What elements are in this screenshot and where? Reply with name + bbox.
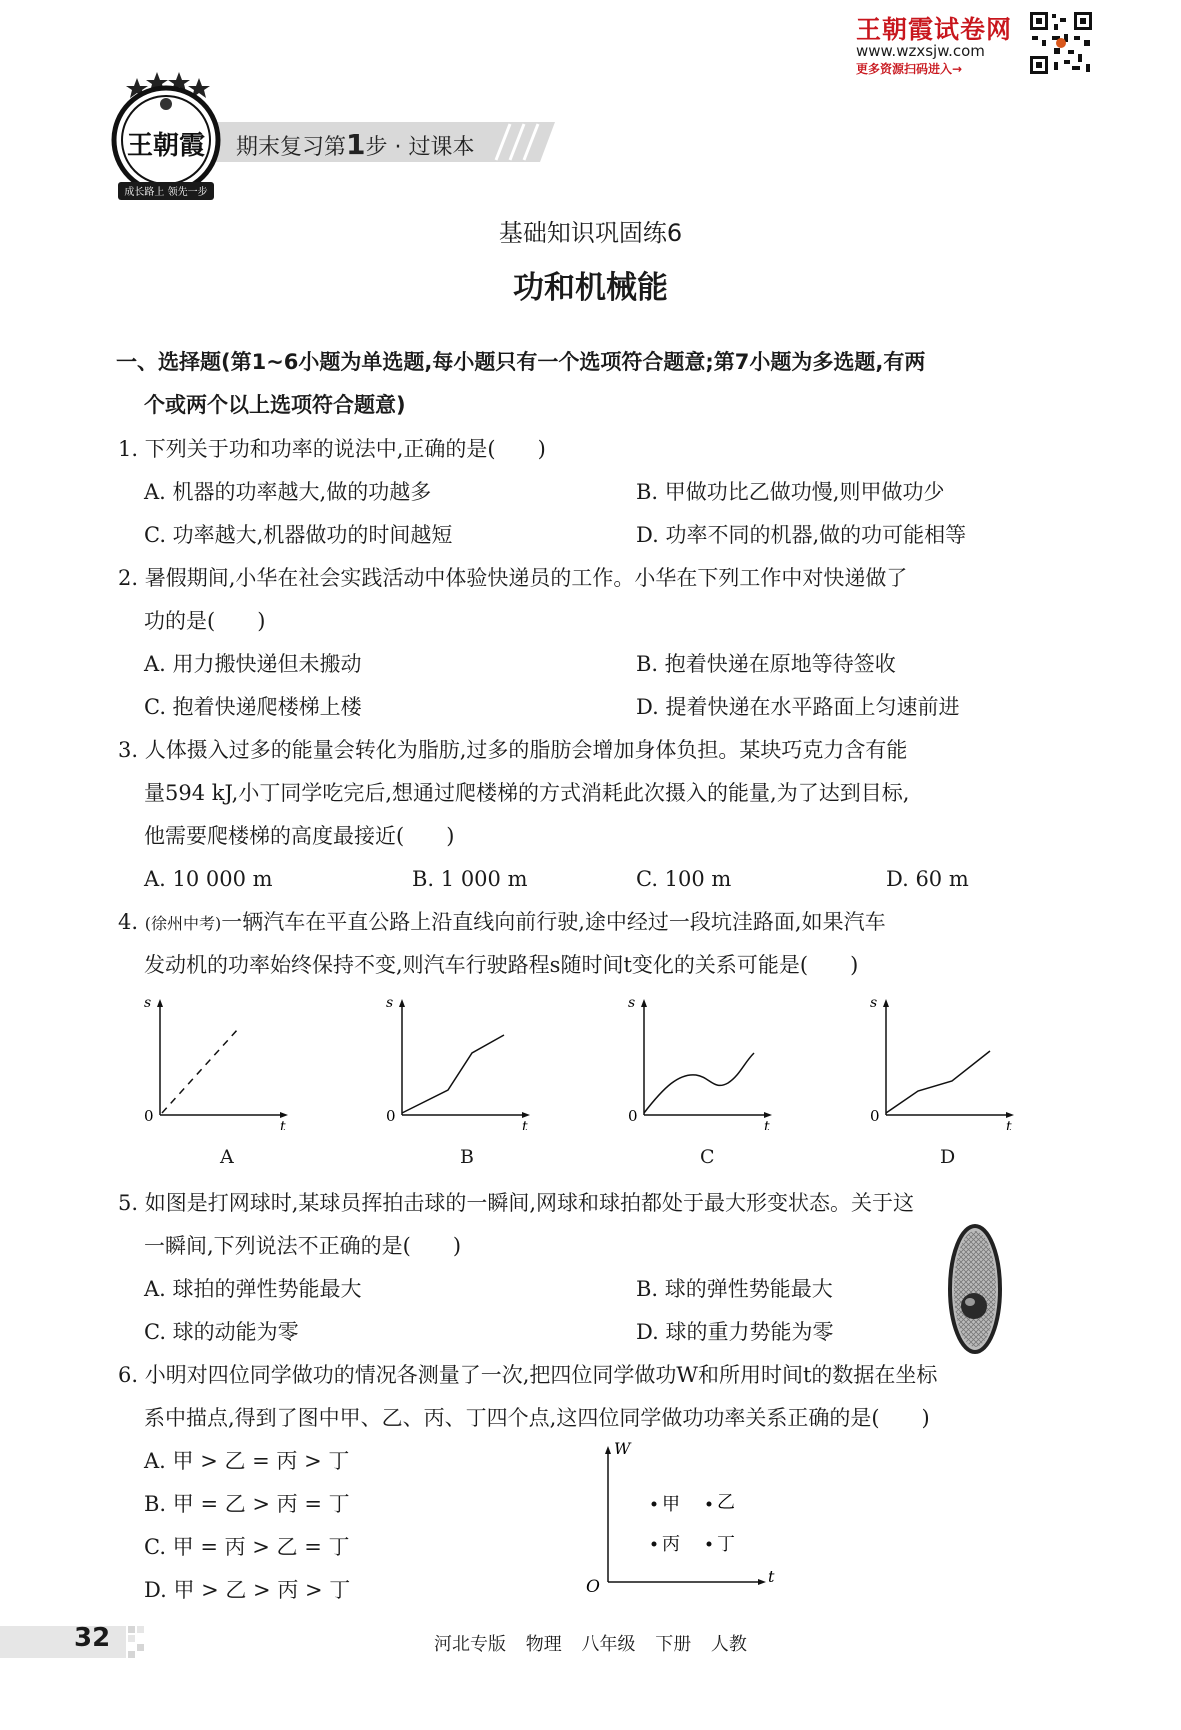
q2-stem-line2: 功的是( ) xyxy=(144,609,266,633)
x-axis-arrow-icon xyxy=(1006,1112,1014,1118)
page-number: 32 xyxy=(74,1623,111,1653)
q4-stem-text: 一辆汽车在平直公路上沿直线向前行驶,途中经过一段坑洼路面,如果汽车 xyxy=(221,910,886,934)
step-number: 1 xyxy=(346,128,366,161)
q5-option-c[interactable]: C. 球的动能为零 xyxy=(144,1320,299,1344)
q4-graph-label-b: B xyxy=(460,1146,474,1168)
point-label-yi: 乙 xyxy=(717,1492,735,1513)
axis-label-t: t xyxy=(522,1119,528,1130)
q4-graph-label-c: C xyxy=(700,1146,715,1168)
origin-label: 0 xyxy=(628,1107,638,1125)
axis-label-s: s xyxy=(386,995,394,1011)
brand-name: 王朝霞试卷网 xyxy=(856,15,1013,44)
origin-label: 0 xyxy=(386,1107,396,1125)
point-jia xyxy=(652,1502,657,1507)
logo-text: 王朝霞 xyxy=(126,131,206,161)
q3-stem-line1: 3. 人体摄入过多的能量会转化为脂肪,过多的脂肪会增加身体负担。某块巧克力含有能 xyxy=(118,738,908,762)
axis-label-s: s xyxy=(628,995,636,1011)
q6-stem-line1: 6. 小明对四位同学做功的情况各测量了一次,把四位同学做功W和所用时间t的数据在坐标 xyxy=(118,1363,938,1387)
origin-label: 0 xyxy=(870,1107,880,1125)
y-axis-arrow-icon xyxy=(605,1446,611,1454)
tennis-ball xyxy=(961,1293,987,1319)
qr-code-icon[interactable] xyxy=(1028,10,1094,76)
q6-option-a[interactable]: A. 甲 > 乙 = 丙 > 丁 xyxy=(144,1449,350,1473)
q1-stem: 1. 下列关于功和功率的说法中,正确的是( ) xyxy=(118,437,546,461)
curve xyxy=(402,1035,504,1113)
q6-wt-graph[interactable] xyxy=(578,1438,788,1598)
q2-option-c[interactable]: C. 抱着快递爬楼梯上楼 xyxy=(144,695,362,719)
q3-option-c[interactable]: C. 100 m xyxy=(636,867,732,891)
q4-graph-label-a: A xyxy=(220,1146,234,1168)
brand-more-text: 更多资源扫码进入→ xyxy=(856,62,963,76)
tennis-racket-image xyxy=(946,1222,1004,1356)
y-axis-arrow-icon xyxy=(399,999,405,1007)
axis-label-t: t xyxy=(280,1119,286,1130)
q6-option-c[interactable]: C. 甲 = 丙 > 乙 = 丁 xyxy=(144,1535,350,1559)
q1-option-b[interactable]: B. 甲做功比乙做功慢,则甲做功少 xyxy=(636,480,945,504)
point-bing xyxy=(652,1542,657,1547)
exercise-subtitle: 基础知识巩固练6 xyxy=(498,219,683,247)
point-label-jia: 甲 xyxy=(662,1494,680,1515)
origin-label: 0 xyxy=(144,1107,154,1125)
point-label-ding: 丁 xyxy=(717,1534,735,1555)
q6-stem-line2: 系中描点,得到了图中甲、乙、丙、丁四个点,这四位同学做功功率关系正确的是( ) xyxy=(144,1406,930,1430)
x-axis-arrow-icon xyxy=(522,1112,530,1118)
curve xyxy=(162,1029,238,1113)
point-yi xyxy=(707,1502,712,1507)
axis-label-t: t xyxy=(1006,1119,1012,1130)
section-heading-line2: 个或两个以上选项符合题意) xyxy=(144,393,406,417)
step-suffix: 步 · 过课本 xyxy=(365,135,475,160)
brand-url[interactable]: www.wzxsjw.com xyxy=(856,42,985,60)
q4-graph-label-d: D xyxy=(940,1146,956,1168)
x-axis-arrow-icon xyxy=(764,1112,772,1118)
q4-stem-line2: 发动机的功率始终保持不变,则汽车行驶路程s随时间t变化的关系可能是( ) xyxy=(144,953,859,977)
q3-stem-line3: 他需要爬楼梯的高度最接近( ) xyxy=(144,824,455,848)
axis-label-w: W xyxy=(614,1439,631,1458)
axis-label-s: s xyxy=(870,995,878,1011)
q4-source: (徐州中考) xyxy=(144,914,222,933)
logo-motto: 成长路上 领先一步 xyxy=(124,187,208,198)
x-axis-arrow-icon xyxy=(280,1112,288,1118)
q2-option-a[interactable]: A. 用力搬快递但未搬动 xyxy=(144,652,362,676)
section-heading-line1: 一、选择题(第1~6小题为单选题,每小题只有一个选项符合题意;第7小题为多选题,有两 xyxy=(116,350,926,374)
q2-option-d[interactable]: D. 提着快递在水平路面上匀速前进 xyxy=(636,695,960,719)
curve xyxy=(644,1053,754,1113)
q6-option-d[interactable]: D. 甲 > 乙 > 丙 > 丁 xyxy=(144,1578,351,1602)
q5-option-a[interactable]: A. 球拍的弹性势能最大 xyxy=(144,1277,362,1301)
q4-graph-d[interactable] xyxy=(866,995,1026,1130)
point-ding xyxy=(707,1542,712,1547)
q1-option-c[interactable]: C. 功率越大,机器做功的时间越短 xyxy=(144,523,453,547)
q6-option-b[interactable]: B. 甲 = 乙 > 丙 = 丁 xyxy=(144,1492,350,1516)
curve xyxy=(886,1051,990,1113)
q5-stem-line2: 一瞬间,下列说法不正确的是( ) xyxy=(144,1234,462,1258)
footer-info: 河北专版 物理 八年级 下册 人教 xyxy=(434,1634,747,1655)
axis-label-t: t xyxy=(764,1119,770,1130)
step-prefix: 期末复习第 xyxy=(236,135,347,160)
q4-graph-b[interactable] xyxy=(382,995,542,1130)
q4-number: 4. xyxy=(118,910,145,934)
q2-stem-line1: 2. 暑假期间,小华在社会实践活动中体验快递员的工作。小华在下列工作中对快递做了 xyxy=(118,566,908,590)
q3-option-a[interactable]: A. 10 000 m xyxy=(144,867,273,891)
q4-stem-line1 xyxy=(118,907,886,939)
axis-label-s: s xyxy=(144,995,152,1011)
q5-stem-line1: 5. 如图是打网球时,某球员挥拍击球的一瞬间,网球和球拍都处于最大形变状态。关于这 xyxy=(118,1191,915,1215)
q3-option-d[interactable]: D. 60 m xyxy=(886,867,969,891)
origin-label: O xyxy=(586,1577,600,1597)
y-axis-arrow-icon xyxy=(883,999,889,1007)
q1-option-a[interactable]: A. 机器的功率越大,做的功越多 xyxy=(144,480,432,504)
q5-option-b[interactable]: B. 球的弹性势能最大 xyxy=(636,1277,833,1301)
q1-option-d[interactable]: D. 功率不同的机器,做的功可能相等 xyxy=(636,523,967,547)
q4-graph-a[interactable] xyxy=(140,995,300,1130)
page-title: 功和机械能 xyxy=(513,270,668,306)
axis-label-t: t xyxy=(768,1567,775,1586)
q3-option-b[interactable]: B. 1 000 m xyxy=(412,867,528,891)
q3-stem-line2: 量594 kJ,小丁同学吃完后,想通过爬楼梯的方式消耗此次摄入的能量,为了达到目标, xyxy=(144,781,910,805)
q4-graph-c[interactable] xyxy=(624,995,784,1130)
q5-option-d[interactable]: D. 球的重力势能为零 xyxy=(636,1320,834,1344)
step-title xyxy=(236,128,474,161)
y-axis-arrow-icon xyxy=(641,999,647,1007)
brand-logo xyxy=(104,72,228,208)
x-axis-arrow-icon xyxy=(758,1579,766,1585)
y-axis-arrow-icon xyxy=(157,999,163,1007)
q2-option-b[interactable]: B. 抱着快递在原地等待签收 xyxy=(636,652,896,676)
point-label-bing: 丙 xyxy=(662,1534,680,1555)
